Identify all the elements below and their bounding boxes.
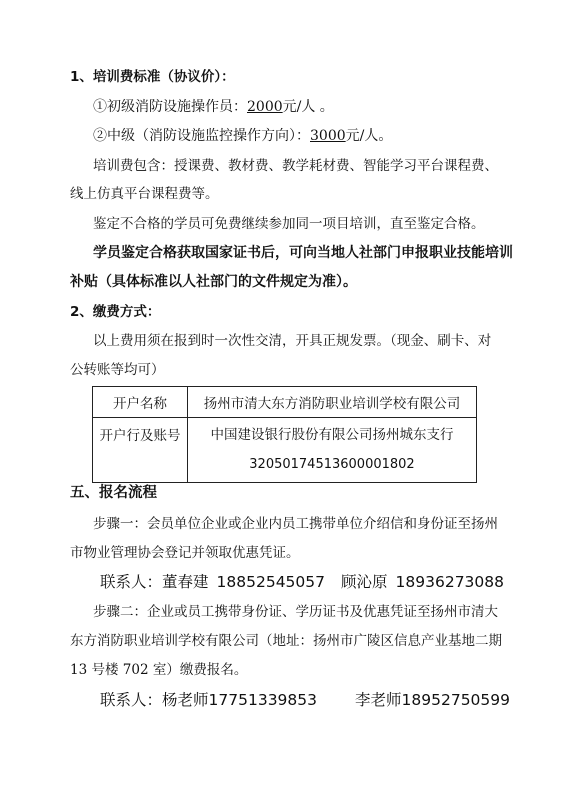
section5-heading: 五、报名流程 bbox=[70, 485, 157, 501]
bank-info-table bbox=[92, 386, 477, 483]
table-row bbox=[93, 418, 477, 483]
payment-note-line1: 以上费用须在报到时一次性交清，开具正规发票。（现金、刷卡、对 bbox=[93, 333, 492, 349]
bank-account-number: 32050174513600001802 bbox=[249, 457, 415, 472]
fee-includes-line1: 培训费包含：授课费、教材费、教学耗材费、智能学习平台课程费、 bbox=[93, 158, 498, 174]
table-row bbox=[93, 387, 477, 418]
account-name-label: 开户名称 bbox=[93, 387, 188, 418]
step1-line2: 市物业管理协会登记并领取优惠凭证。 bbox=[70, 545, 300, 561]
step2-line1: 步骤二：企业或员工携带身份证、学历证书及优惠凭证至扬州市清大 bbox=[93, 604, 498, 620]
subsidy-note-line1: 学员鉴定合格获取国家证书后，可向当地人社部门申报职业技能培训 bbox=[93, 245, 513, 261]
fee-item-junior-label: 初级消防设施操作员： bbox=[107, 99, 247, 115]
contact-name: 杨老师 bbox=[162, 691, 209, 709]
contact-phone: 18952750599 bbox=[401, 691, 511, 709]
contact-label: 联系人： bbox=[100, 691, 163, 709]
contact-phone: 17751339853 bbox=[208, 691, 318, 709]
bank-name: 中国建设银行股份有限公司扬州城东支行 bbox=[210, 427, 454, 443]
step2-line3: 13 号楼 702 室）缴费报名。 bbox=[70, 662, 248, 678]
contact-row-2 bbox=[100, 691, 510, 710]
account-name-value: 扬州市清大东方消防职业培训学校有限公司 bbox=[188, 387, 477, 418]
contact-row-1 bbox=[100, 573, 504, 592]
fee-item-intermediate bbox=[93, 128, 392, 145]
fee-item-intermediate-label: 中级（消防设施监控操作方向）： bbox=[107, 128, 310, 144]
circle-number-1: ① bbox=[93, 99, 107, 115]
fee-item-junior-amount: 2000 bbox=[247, 99, 283, 115]
bank-account-cell bbox=[188, 418, 477, 483]
section1-heading: 1、培训费标准（协议价）： bbox=[70, 69, 235, 85]
fee-item-intermediate-unit: 元/人。 bbox=[345, 128, 393, 144]
contact-name: 董春建 bbox=[162, 573, 209, 591]
step2-line2: 东方消防职业培训学校有限公司（地址：扬州市广陵区信息产业基地二期 bbox=[70, 633, 502, 649]
contact-name: 顾沁原 bbox=[341, 573, 388, 591]
section2-heading: 2、缴费方式： bbox=[70, 304, 161, 320]
contact-phone: 18852545057 bbox=[216, 573, 326, 591]
contact-label: 联系人： bbox=[100, 573, 163, 591]
step1-line1: 步骤一：会员单位企业或企业内员工携带单位介绍信和身份证至扬州 bbox=[93, 516, 498, 532]
subsidy-note-line2: 补贴（具体标准以人社部门的文件规定为准）。 bbox=[70, 274, 357, 290]
bank-account-label: 开户行及账号 bbox=[93, 418, 188, 483]
contact-name: 李老师 bbox=[355, 691, 402, 709]
fee-item-junior bbox=[93, 99, 334, 116]
circle-number-2: ② bbox=[93, 128, 107, 144]
payment-note-line2: 公转账等均可） bbox=[70, 362, 165, 378]
contact-phone: 18936273088 bbox=[395, 573, 505, 591]
fee-item-junior-unit: 元/人 。 bbox=[282, 99, 334, 115]
fee-item-intermediate-amount: 3000 bbox=[310, 128, 346, 144]
retrain-note: 鉴定不合格的学员可免费继续参加同一项目培训，直至鉴定合格。 bbox=[93, 216, 485, 232]
fee-includes-line2: 线上仿真平台课程费等。 bbox=[70, 186, 219, 202]
